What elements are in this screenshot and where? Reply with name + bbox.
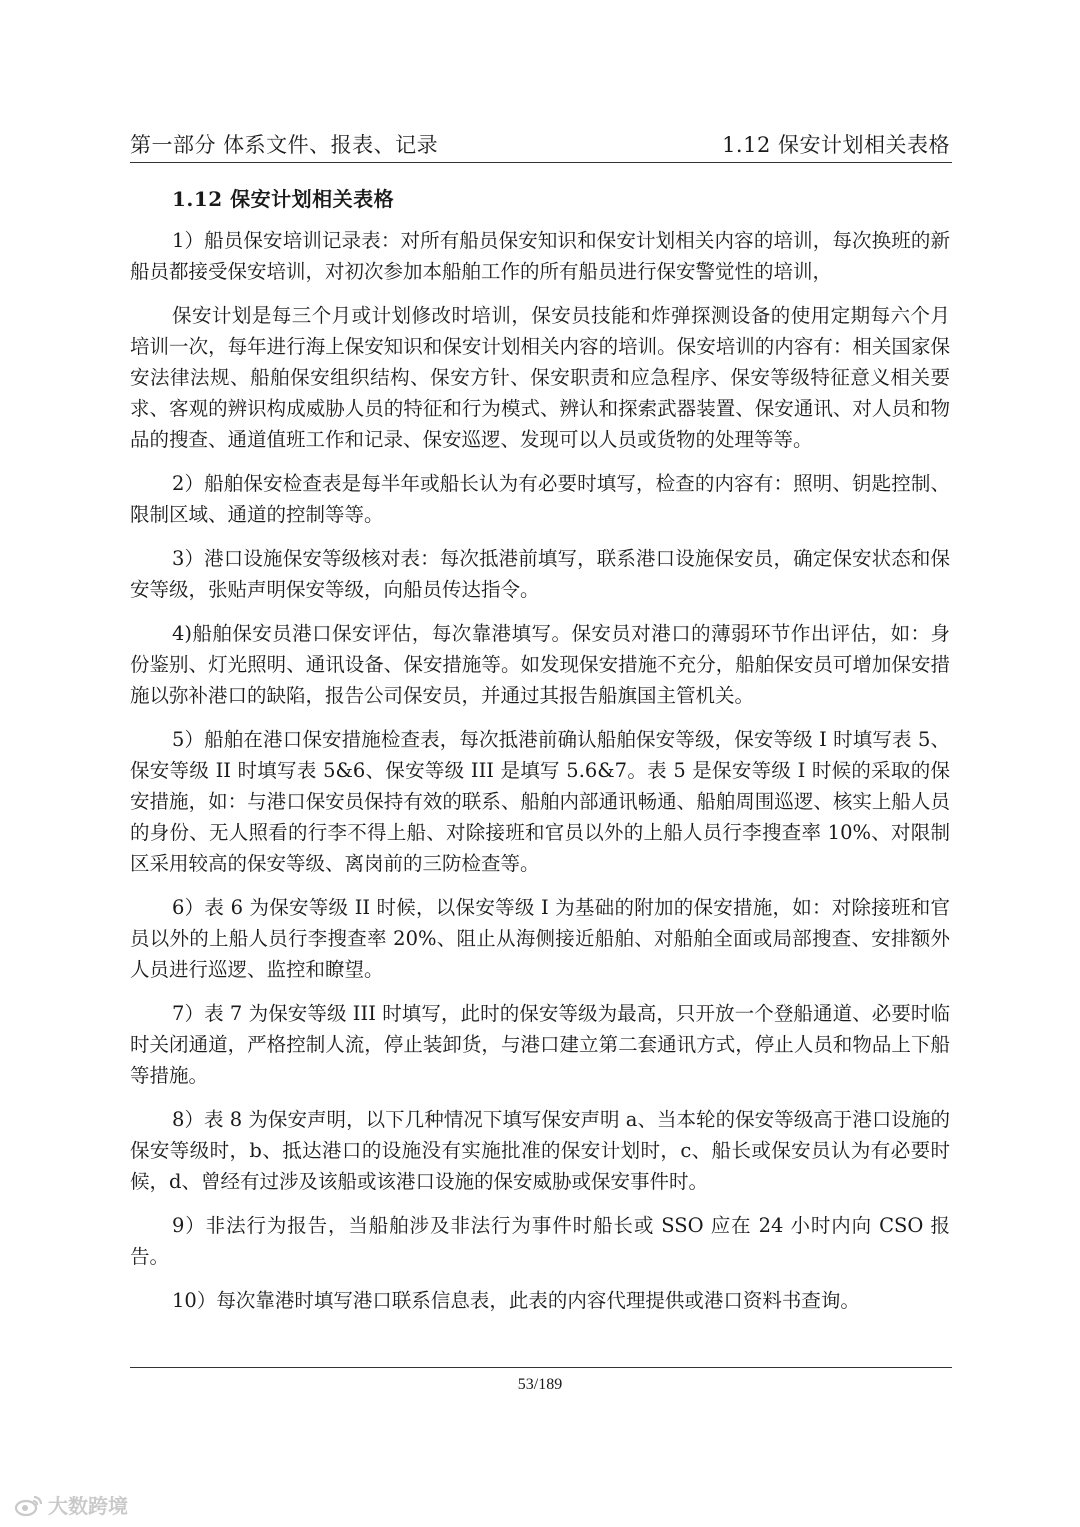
paragraph: 2）船舶保安检查表是每半年或船长认为有必要时填写，检查的内容有：照明、钥匙控制、限制区域、通道的控制等等。	[130, 472, 950, 526]
paragraph: 5）船舶在港口保安措施检查表，每次抵港前确认船舶保安等级，保安等级 I 时填写表 5、保安等级 II 时填写表 5&6、保安等级 III 是填写 5.6&7。表 5 是保安等级 I 时候的采取的保安措施，如：与港口保安员保持有效的联系、船舶内部通讯畅通、船舶周围巡逻、核实上船人员的身份、无人照看的行李不得上船、对除接班和官员以外的上船人员行李搜查率 10%、对限制区采用较高的保安等级、离岗前的三防检查等。	[130, 728, 950, 875]
paragraph: 3）港口设施保安等级核对表：每次抵港前填写，联系港口设施保安员，确定保安状态和保安等级，张贴声明保安等级，向船员传达指令。	[130, 547, 950, 601]
paragraph: 10）每次靠港时填写港口联系信息表，此表的内容代理提供或港口资料书查询。	[172, 1289, 860, 1312]
header-right-title: 1.12 保安计划相关表格	[722, 133, 950, 157]
page-number: 53/189	[517, 1376, 563, 1393]
document-body	[130, 183, 950, 1329]
paragraph: 4)船舶保安员港口保安评估，每次靠港填写。保安员对港口的薄弱环节作出评估，如：身份鉴别、灯光照明、通讯设备、保安措施等。如发现保安措施不充分，船舶保安员可增加保安措施以弥补港口的缺陷，报告公司保安员，并通过其报告船旗国主管机关。	[130, 622, 950, 707]
header-left-title: 第一部分 体系文件、报表、记录	[130, 133, 439, 157]
paragraph: 1）船员保安培训记录表：对所有船员保安知识和保安计划相关内容的培训，每次换班的新船员都接受保安培训，对初次参加本船舶工作的所有船员进行保安警觉性的培训，	[130, 229, 950, 283]
page-header	[130, 131, 950, 159]
paragraph: 8）表 8 为保安声明，以下几种情况下填写保安声明 a、当本轮的保安等级高于港口设施的保安等级时，b、抵达港口的设施没有实施批准的保安计划时，c、船长或保安员认为有必要时候，d、曾经有过涉及该船或该港口设施的保安威胁或保安事件时。	[130, 1108, 950, 1193]
paragraph: 7）表 7 为保安等级 III 时填写，此时的保安等级为最高，只开放一个登船通道、必要时临时关闭通道，严格控制人流，停止装卸货，与港口建立第二套通讯方式，停止人员和物品上下船等措施。	[130, 1002, 950, 1087]
weibo-logo-icon	[14, 1493, 44, 1517]
paragraph: 6）表 6 为保安等级 II 时候，以保安等级 I 为基础的附加的保安措施，如：对除接班和官员以外的上船人员行李搜查率 20%、阻止从海侧接近船舶、对船舶全面或局部搜查、安排额外人员进行巡逻、监控和瞭望。	[130, 896, 950, 981]
footer-divider	[130, 1367, 952, 1368]
paragraph: 保安计划是每三个月或计划修改时培训，保安员技能和炸弹探测设备的使用定期每六个月培训一次，每年进行海上保安知识和保安计划相关内容的培训。保安培训的内容有：相关国家保安法律法规、船舶保安组织结构、保安方针、保安职责和应急程序、保安等级特征意义相关要求、客观的辨识构成威胁人员的特征和行为模式、辨认和探索武器装置、保安通讯、对人员和物品的搜查、通道值班工作和记录、保安巡逻、发现可以人员或货物的处理等等。	[130, 304, 950, 451]
section-title: 1.12 保安计划相关表格	[172, 187, 395, 211]
watermark-text: 大数跨境	[48, 1494, 128, 1518]
paragraph: 9）非法行为报告，当船舶涉及非法行为事件时船长或 SSO 应在 24 小时内向 CSO 报告。	[130, 1214, 950, 1268]
header-divider	[130, 162, 952, 163]
watermark	[14, 1490, 128, 1519]
